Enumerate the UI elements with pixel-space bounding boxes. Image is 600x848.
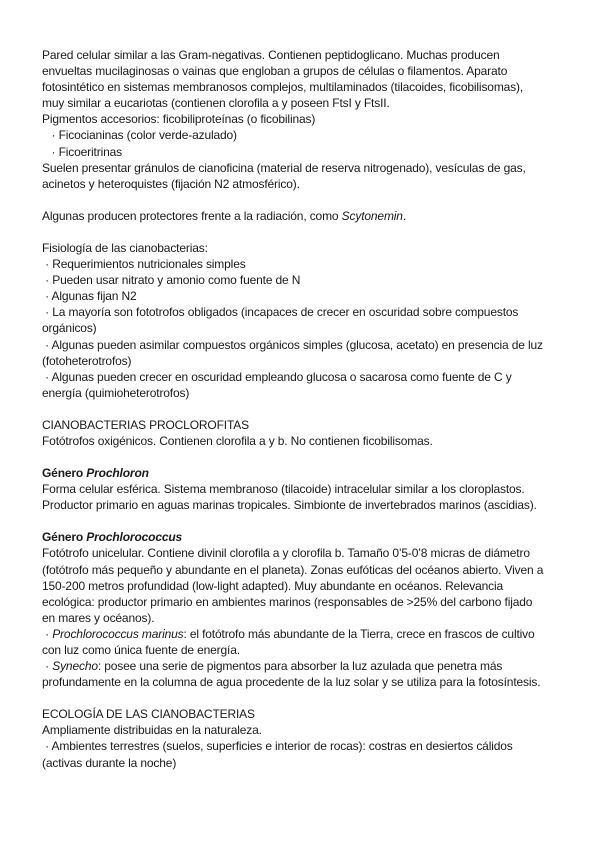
- protectors-line: [42, 208, 570, 224]
- list-item: · Algunas fijan N2: [42, 289, 137, 304]
- text-span: .: [402, 208, 407, 223]
- list-item: [42, 658, 570, 674]
- text-line: con luz como única fuente de energía.: [42, 643, 240, 657]
- text-line: (activas durante la noche): [42, 755, 177, 770]
- section-title: Fisiología de las cianobacterias:: [42, 240, 208, 255]
- text-span: : el fotótrofo más abundante de la Tierra, crece en frascos de cultivo: [183, 626, 535, 641]
- list-item: [42, 626, 570, 642]
- text-line: Pigmentos accesorios: ficobiliproteínas (o ficobilinas): [42, 112, 316, 127]
- list-item: · Pueden usar nitrato y amonio como fuente de N: [42, 273, 301, 288]
- text-line: profundamente en la columna de agua procedente de la luz solar y se utiliza para la fotosíntesis.: [42, 675, 541, 690]
- species-name: Synecho: [52, 659, 98, 674]
- text-span: Género: [42, 466, 87, 481]
- text-line: acinetos y heteroquistes (fijación N2 atmosférico).: [42, 176, 300, 191]
- text-span: Algunas producen protectores frente a la radiación, como: [42, 208, 342, 223]
- text-span: Género: [42, 530, 87, 545]
- physiology-section: [42, 240, 570, 401]
- genus-heading: [42, 465, 570, 481]
- list-item: · Requerimientos nutricionales simples: [42, 257, 246, 272]
- species-name: Prochlorococcus marinus: [52, 626, 184, 641]
- bullet: ·: [42, 626, 53, 641]
- list-item: · Ficocianinas (color verde-azulado): [42, 128, 237, 143]
- text-line: Pared celular similar a las Gram-negativas. Contienen peptidoglicano. Muchas producen: [42, 48, 500, 62]
- intro-paragraph: [42, 47, 570, 192]
- list-item: · Ambientes terrestres (suelos, superficies e interior de rocas): costras en desiertos cálidos: [42, 739, 513, 754]
- genus-heading: [42, 529, 570, 545]
- list-item: · Algunas pueden asimilar compuestos orgánicos simples (glucosa, acetato) en presencia de luz: [42, 337, 543, 352]
- bullet: ·: [42, 659, 53, 674]
- text-line: Fotótrofos oxigénicos. Contienen clorofila a y b. No contienen ficobilisomas.: [42, 433, 433, 448]
- prochlorococcus-section: [42, 529, 570, 690]
- section-heading: ECOLOGÍA DE LAS CIANOBACTERIAS: [42, 707, 255, 722]
- text-line: muy similar a eucariotas (contienen clorofila a y poseen FtsI y FtsII.: [42, 96, 390, 111]
- text-line: (fotoheterotrofos): [42, 353, 132, 368]
- text-line: en mares y océanos).: [42, 610, 155, 625]
- text-line: orgánicos): [42, 321, 97, 336]
- text-line: 150-200 metros profundidad (low-light adapted). Muy abundante en océanos. Relevancia: [42, 578, 504, 593]
- text-line: Suelen presentar gránulos de cianoficina (material de reserva nitrogenado), vesículas de gas,: [42, 160, 526, 175]
- text-line: Fotótrofo unicelular. Contiene divinil clorofila a y clorofila b. Tamaño 0’5-0’8 micras de diámetro: [42, 546, 530, 561]
- list-item: · La mayoría son fototrofos obligados (incapaces de crecer en oscuridad sobre compuestos: [42, 305, 519, 320]
- proclorofitas-section: [42, 417, 570, 449]
- text-line: energía (quimioheterotrofos): [42, 385, 190, 400]
- text-line: Ampliamente distribuidas en la naturaleza.: [42, 723, 262, 738]
- prochloron-section: [42, 465, 570, 513]
- genus-name: Prochloron: [86, 466, 149, 481]
- text-line: ecológica: productor primario en ambientes marinos (responsables de >25% del carbono fijado: [42, 594, 533, 609]
- text-line: fotosintético en sistemas membranosos complejos, multilaminados (tilacoides, ficobilisomas),: [42, 80, 524, 95]
- text-line: Forma celular esférica. Sistema membranoso (tilacoide) intracelular similar a los cloroplastos.: [42, 482, 525, 497]
- section-heading: CIANOBACTERIAS PROCLOROFITAS: [42, 417, 249, 432]
- ecology-section: [42, 706, 570, 770]
- list-item: · Ficoeritrinas: [42, 144, 122, 159]
- text-line: (fotótrofo más pequeño y abundante en el planeta). Zonas eufóticas del océanos abierto. Viven a: [42, 562, 544, 577]
- text-span: : posee una serie de pigmentos para absorber la luz azulada que penetra más: [97, 659, 503, 674]
- list-item: · Algunas pueden crecer en oscuridad empleando glucosa o sacarosa como fuente de C y: [42, 369, 512, 384]
- scytonemin-term: Scytonemin: [341, 208, 403, 223]
- genus-name: Prochlorococcus: [86, 530, 183, 545]
- text-line: Productor primario en aguas marinas tropicales. Simbionte de invertebrados marinos (ascidias).: [42, 498, 537, 513]
- text-line: envueltas mucilaginosas o vainas que engloban a grupos de células o filamentos. Aparato: [42, 64, 508, 79]
